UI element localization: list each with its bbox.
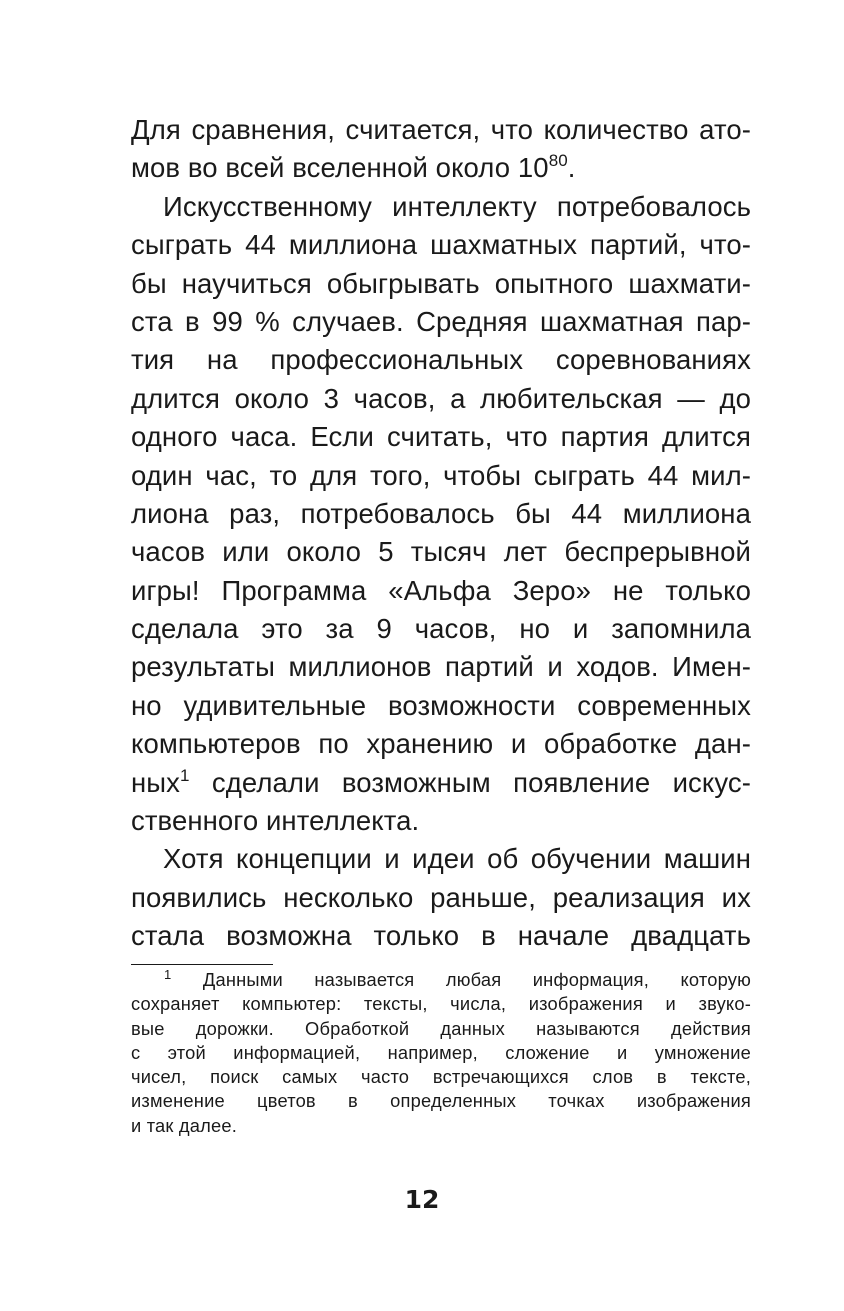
text-line: один час, то для того, чтобы сыграть 44 мил-	[131, 459, 751, 491]
text-line: часов или около 5 тысяч лет беспрерывной	[131, 536, 751, 568]
text-line: Для сравнения, считается, что количество ато-	[131, 114, 751, 145]
text-line: бы научиться обыгрывать опытного шахмати-	[131, 267, 751, 299]
text-line: Искусственному интеллекту потребовалось	[163, 190, 751, 222]
text-line: компьютеров по хранению и обработке дан-	[131, 728, 751, 760]
text-line: сделала это за 9 часов, но и запомнила	[131, 613, 751, 645]
footnote-line: и так далее.	[131, 1114, 238, 1136]
text-line: появились несколько раньше, реализация их	[131, 881, 751, 913]
line-text-after: .	[567, 152, 576, 184]
text-line: длится около 3 часов, а любительская — до	[131, 382, 751, 414]
text-line: лиона раз, потребовалось бы 44 миллиона	[131, 497, 751, 529]
footnote-marker: 1	[164, 967, 172, 982]
text-line	[131, 764, 751, 802]
footnote-divider	[131, 964, 273, 965]
footnote-line: вые дорожки. Обработкой данных называются действия	[131, 1017, 751, 1039]
text-line: сыграть 44 миллиона шахматных партий, что-	[131, 229, 751, 261]
footnote-text: Данными называется любая информация, которую	[202, 969, 751, 990]
text-line: игры! Программа «Альфа Зеро» не только	[131, 574, 751, 606]
line-text: ных	[131, 766, 181, 798]
text-line: результаты миллионов партий и ходов. Имен-	[131, 651, 751, 683]
footnote-line: чисел, поиск самых часто встречающихся слов в тексте,	[131, 1066, 751, 1088]
text-line: но удивительные возможности современных	[131, 689, 751, 721]
page-number: 12	[404, 1185, 440, 1214]
line-text: мов во всей вселенной около 10	[131, 152, 549, 184]
text-line: ственного интеллекта.	[131, 805, 420, 837]
footnote-reference[interactable]: 1	[180, 765, 190, 785]
paragraph	[131, 111, 751, 188]
paragraph	[131, 188, 751, 841]
main-text	[131, 111, 751, 956]
exponent: 80	[548, 151, 568, 171]
text-line: стала возможна только в начале двадцать	[131, 920, 751, 952]
footnote-line: сохраняет компьютер: тексты, числа, изображения и звуко-	[131, 993, 751, 1015]
text-line: ста в 99 % случаев. Средняя шахматная пар-	[131, 305, 751, 337]
footnote-line: изменение цветов в определенных точках изображения	[131, 1090, 751, 1112]
footnote	[131, 968, 751, 1138]
text-line: Хотя концепции и идеи об обучении машин	[163, 843, 751, 875]
text-line	[131, 149, 751, 187]
text-line: одного часа. Если считать, что партия длится	[131, 421, 751, 453]
footnote-line	[131, 968, 751, 992]
paragraph	[131, 840, 751, 955]
text-line: тия на профессиональных соревнованиях	[131, 344, 751, 376]
footnote-line: с этой информацией, например, сложение и умножение	[131, 1041, 751, 1063]
line-text-after: сделали возможным появление искус-	[189, 766, 751, 798]
